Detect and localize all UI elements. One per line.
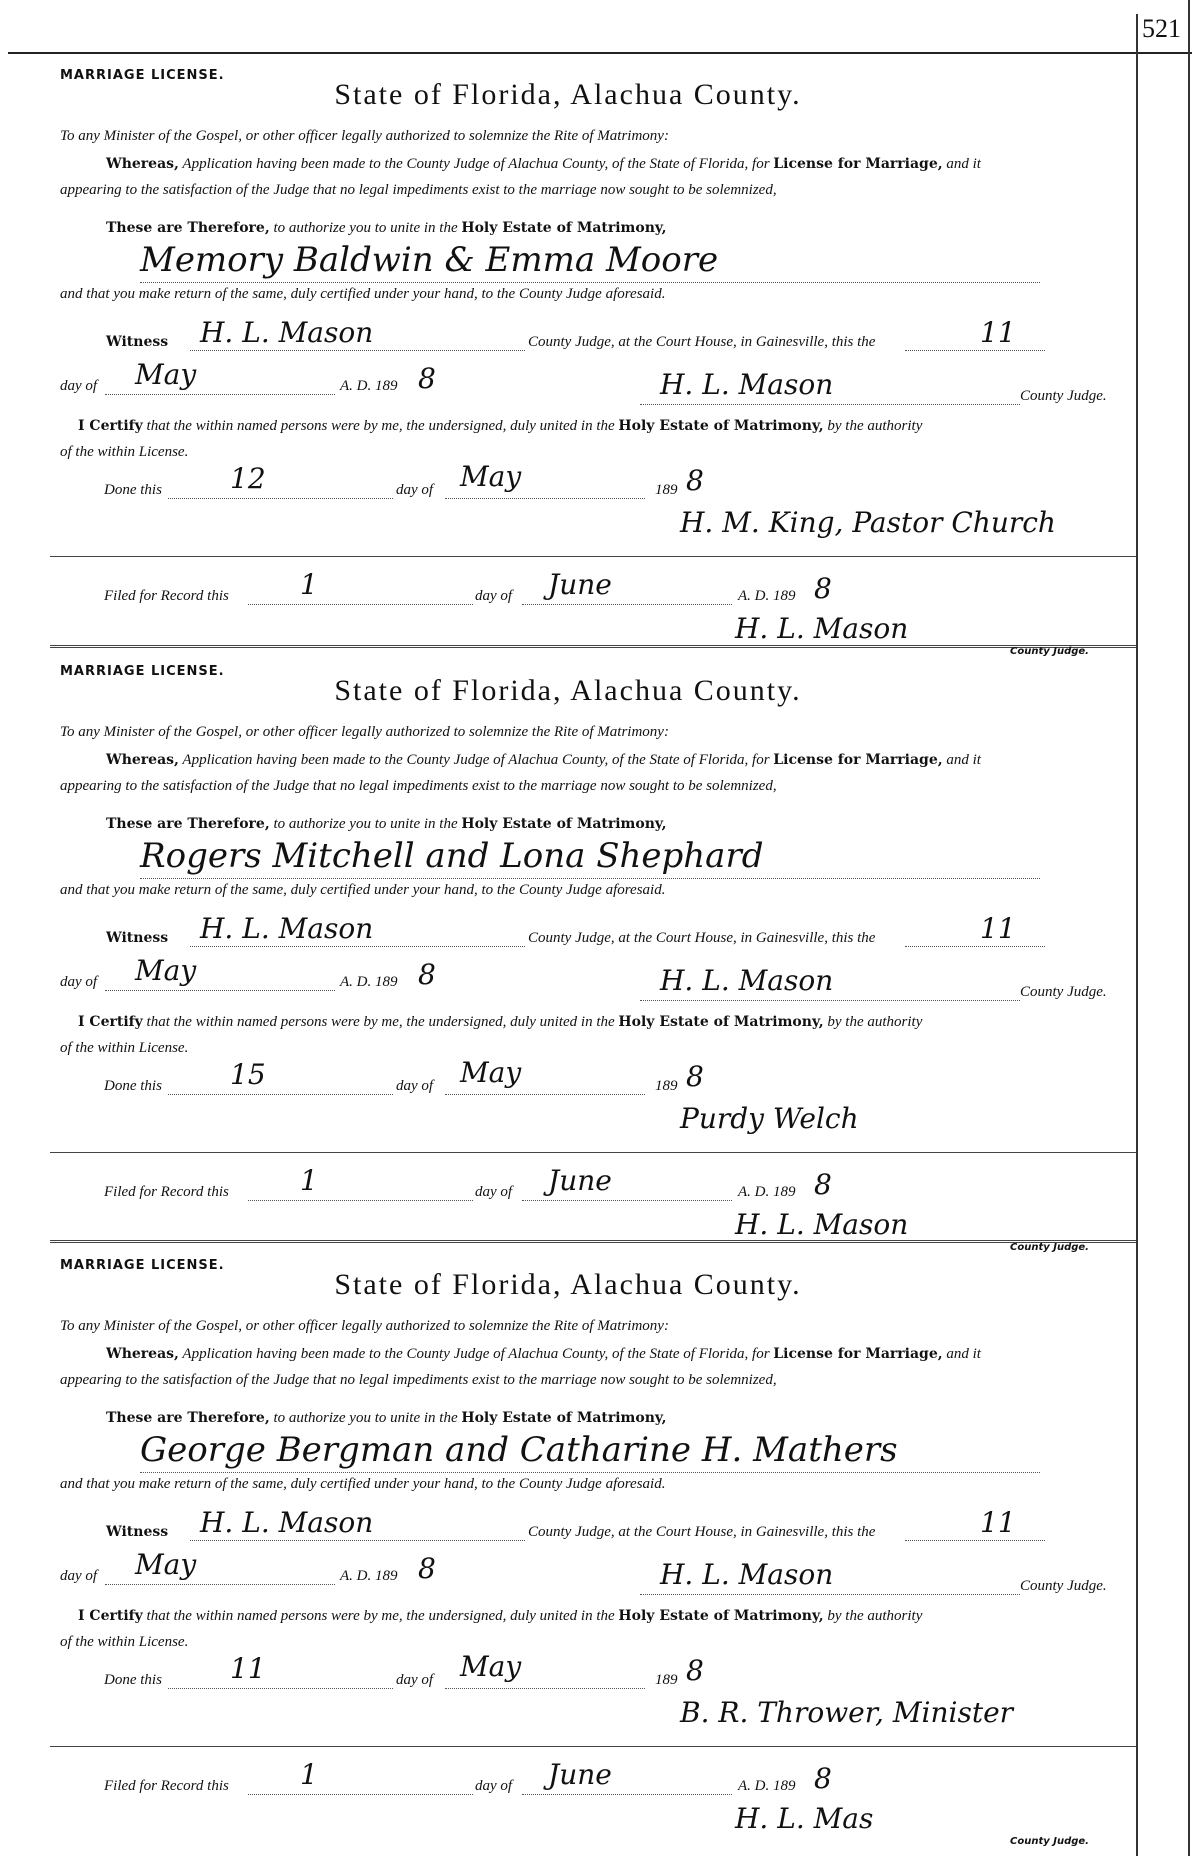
done-this-label: Done this	[104, 482, 162, 498]
certify-text: that the within named persons were by me, the undersigned, duly united in the	[146, 418, 615, 434]
filed-signature: H. L. Mason	[735, 1208, 909, 1241]
filed-day: 1	[300, 1758, 318, 1791]
filed-label: Filed for Record this	[104, 588, 229, 604]
filed-label: Filed for Record this	[104, 1778, 229, 1794]
whereas-line	[106, 156, 981, 173]
filing-rule	[50, 556, 1136, 557]
done-month-line	[445, 1688, 645, 1689]
issued-month-line	[105, 990, 335, 991]
county-judge-label: County Judge.	[1020, 1578, 1107, 1594]
issued-month: May	[135, 954, 197, 987]
license-separator	[50, 1240, 1136, 1243]
couple-names: Rogers Mitchell and Lona Shephard	[140, 836, 764, 876]
these-are-therefore: These are Therefore,	[106, 220, 270, 236]
filed-year-digit: 8	[814, 572, 832, 605]
done-day-line	[168, 498, 393, 499]
license-heading: MARRIAGE LICENSE.	[60, 1258, 225, 1273]
top-rule	[8, 52, 1192, 54]
filed-month: June	[548, 1164, 612, 1197]
whereas-text: Application having been made to the County Judge of Alachua County, of the State of Florida, for	[182, 156, 770, 172]
right-margin-rule	[1136, 14, 1138, 1856]
names-line	[140, 282, 1040, 283]
holy-estate-2: Holy Estate of Matrimony,	[618, 1014, 824, 1030]
done-month: May	[460, 460, 522, 493]
holy-estate: Holy Estate of Matrimony,	[461, 816, 667, 832]
done-month-line	[445, 498, 645, 499]
done-year-digit: 8	[686, 464, 704, 497]
license-title: State of Florida, Alachua County.	[334, 1268, 802, 1301]
officiant-signature: H. M. King, Pastor Church	[680, 506, 1056, 539]
filed-year: A. D. 189	[738, 1184, 796, 1200]
filed-signature: H. L. Mason	[735, 612, 909, 645]
page-number: 521	[1142, 14, 1181, 43]
appearing-line: appearing to the satisfaction of the Judge that no legal impediments exist to the marriage now sought to be solemnized,	[60, 182, 777, 198]
county-judge-small: County Judge.	[1010, 1242, 1089, 1253]
holy-estate-2: Holy Estate of Matrimony,	[618, 1608, 824, 1624]
issued-day: 11	[980, 1506, 1016, 1539]
done-this-label: Done this	[104, 1078, 162, 1094]
done-day-of: day of	[396, 1672, 434, 1688]
these-are-therefore: These are Therefore,	[106, 1410, 270, 1426]
filed-day-line	[248, 1794, 473, 1795]
issued-month-line	[105, 1584, 335, 1585]
issued-month: May	[135, 358, 197, 391]
license-for-marriage: License for Marriage,	[773, 1346, 943, 1362]
issued-day-line	[905, 1540, 1045, 1541]
issued-day: 11	[980, 316, 1016, 349]
filed-day-line	[248, 604, 473, 605]
whereas-line	[106, 1346, 981, 1363]
witness-label: Witness	[106, 1524, 169, 1540]
return-line: and that you make return of the same, duly certified under your hand, to the County Judge aforesaid.	[60, 1476, 666, 1492]
outer-margin-rule	[1188, 0, 1190, 1856]
county-judge-small: County Judge.	[1010, 646, 1089, 657]
witness-line	[190, 350, 525, 351]
certify-line	[78, 1014, 922, 1031]
whereas-line	[106, 752, 981, 769]
day-of-label: day of	[60, 974, 98, 990]
issued-year-digit: 8	[418, 1552, 436, 1585]
couple-names: Memory Baldwin & Emma Moore	[140, 240, 719, 280]
done-year: 189	[655, 482, 678, 498]
holy-estate: Holy Estate of Matrimony,	[461, 220, 667, 236]
ad-label: A. D. 189	[340, 974, 398, 990]
filed-day: 1	[300, 1164, 318, 1197]
holy-estate-2: Holy Estate of Matrimony,	[618, 418, 824, 434]
witness-line	[190, 946, 525, 947]
officiant-signature: Purdy Welch	[680, 1102, 859, 1135]
salutation: To any Minister of the Gospel, or other officer legally authorized to solemnize the Rite of Matrimony:	[60, 1318, 669, 1334]
done-day: 12	[230, 462, 266, 495]
certify-line	[78, 418, 922, 435]
court-text: County Judge, at the Court House, in Gainesville, this the	[528, 930, 876, 946]
couple-names: George Bergman and Catharine H. Mathers	[140, 1430, 898, 1470]
filed-month-line	[522, 604, 732, 605]
filed-day-of: day of	[475, 1778, 513, 1794]
judge-signature: H. L. Mason	[660, 964, 834, 997]
witness-line	[190, 1540, 525, 1541]
whereas-word: Whereas,	[106, 752, 179, 768]
license-title: State of Florida, Alachua County.	[334, 674, 802, 707]
whereas-word: Whereas,	[106, 156, 179, 172]
done-day-line	[168, 1688, 393, 1689]
filed-label: Filed for Record this	[104, 1184, 229, 1200]
license-separator	[50, 645, 1136, 648]
filed-day-of: day of	[475, 1184, 513, 1200]
filed-day-of: day of	[475, 588, 513, 604]
issued-year-digit: 8	[418, 958, 436, 991]
authorize-line	[106, 816, 667, 833]
witness-signature: H. L. Mason	[200, 912, 374, 945]
issued-month: May	[135, 1548, 197, 1581]
authorize-text: to authorize you to unite in the	[273, 220, 458, 236]
i-certify: I Certify	[78, 1608, 143, 1624]
within-license: of the within License.	[60, 1634, 189, 1650]
done-year: 189	[655, 1078, 678, 1094]
officiant-signature: B. R. Thrower, Minister	[680, 1696, 1014, 1729]
salutation: To any Minister of the Gospel, or other officer legally authorized to solemnize the Rite of Matrimony:	[60, 128, 669, 144]
by-authority: by the authority	[827, 1014, 923, 1030]
witness-signature: H. L. Mason	[200, 316, 374, 349]
issued-day: 11	[980, 912, 1016, 945]
done-day: 11	[230, 1652, 266, 1685]
appearing-line: appearing to the satisfaction of the Judge that no legal impediments exist to the marriage now sought to be solemnized,	[60, 778, 777, 794]
license-heading: MARRIAGE LICENSE.	[60, 664, 225, 679]
court-text: County Judge, at the Court House, in Gainesville, this the	[528, 1524, 876, 1540]
these-are-therefore: These are Therefore,	[106, 816, 270, 832]
salutation: To any Minister of the Gospel, or other officer legally authorized to solemnize the Rite of Matrimony:	[60, 724, 669, 740]
within-license: of the within License.	[60, 1040, 189, 1056]
filed-month-line	[522, 1200, 732, 1201]
license-heading: MARRIAGE LICENSE.	[60, 68, 225, 83]
filed-signature: H. L. Mas	[735, 1802, 874, 1835]
names-line	[140, 1472, 1040, 1473]
judge-signature: H. L. Mason	[660, 1558, 834, 1591]
whereas-word: Whereas,	[106, 1346, 179, 1362]
return-line: and that you make return of the same, duly certified under your hand, to the County Judge aforesaid.	[60, 286, 666, 302]
done-month: May	[460, 1650, 522, 1683]
filed-day: 1	[300, 568, 318, 601]
issued-day-line	[905, 350, 1045, 351]
county-judge-small: County Judge.	[1010, 1836, 1089, 1847]
authorize-line	[106, 220, 667, 237]
license-for-marriage: License for Marriage,	[773, 156, 943, 172]
judge-line	[640, 1594, 1020, 1595]
done-year-digit: 8	[686, 1060, 704, 1093]
and-it: and it	[946, 752, 981, 768]
filing-rule	[50, 1746, 1136, 1747]
done-year-digit: 8	[686, 1654, 704, 1687]
return-line: and that you make return of the same, duly certified under your hand, to the County Judge aforesaid.	[60, 882, 666, 898]
license-title: State of Florida, Alachua County.	[334, 78, 802, 111]
by-authority: by the authority	[827, 418, 923, 434]
and-it: and it	[946, 156, 981, 172]
filing-rule	[50, 1152, 1136, 1153]
i-certify: I Certify	[78, 1014, 143, 1030]
authorize-text: to authorize you to unite in the	[273, 1410, 458, 1426]
day-of-label: day of	[60, 378, 98, 394]
done-year: 189	[655, 1672, 678, 1688]
filed-year-digit: 8	[814, 1762, 832, 1795]
done-day-line	[168, 1094, 393, 1095]
ad-label: A. D. 189	[340, 1568, 398, 1584]
judge-line	[640, 1000, 1020, 1001]
holy-estate: Holy Estate of Matrimony,	[461, 1410, 667, 1426]
filed-year-digit: 8	[814, 1168, 832, 1201]
judge-signature: H. L. Mason	[660, 368, 834, 401]
judge-line	[640, 404, 1020, 405]
within-license: of the within License.	[60, 444, 189, 460]
ad-label: A. D. 189	[340, 378, 398, 394]
day-of-label: day of	[60, 1568, 98, 1584]
appearing-line: appearing to the satisfaction of the Judge that no legal impediments exist to the marriage now sought to be solemnized,	[60, 1372, 777, 1388]
filed-day-line	[248, 1200, 473, 1201]
issued-day-line	[905, 946, 1045, 947]
done-month-line	[445, 1094, 645, 1095]
filed-year: A. D. 189	[738, 588, 796, 604]
court-text: County Judge, at the Court House, in Gainesville, this the	[528, 334, 876, 350]
certify-text: that the within named persons were by me, the undersigned, duly united in the	[146, 1014, 615, 1030]
done-this-label: Done this	[104, 1672, 162, 1688]
issued-month-line	[105, 394, 335, 395]
certify-line	[78, 1608, 922, 1625]
county-judge-label: County Judge.	[1020, 388, 1107, 404]
done-month: May	[460, 1056, 522, 1089]
authorize-text: to authorize you to unite in the	[273, 816, 458, 832]
authorize-line	[106, 1410, 667, 1427]
done-day-of: day of	[396, 1078, 434, 1094]
license-for-marriage: License for Marriage,	[773, 752, 943, 768]
done-day-of: day of	[396, 482, 434, 498]
filed-month-line	[522, 1794, 732, 1795]
whereas-text: Application having been made to the County Judge of Alachua County, of the State of Florida, for	[182, 1346, 770, 1362]
filed-month: June	[548, 568, 612, 601]
filed-year: A. D. 189	[738, 1778, 796, 1794]
done-day: 15	[230, 1058, 266, 1091]
filed-month: June	[548, 1758, 612, 1791]
i-certify: I Certify	[78, 418, 143, 434]
certify-text: that the within named persons were by me, the undersigned, duly united in the	[146, 1608, 615, 1624]
names-line	[140, 878, 1040, 879]
issued-year-digit: 8	[418, 362, 436, 395]
witness-label: Witness	[106, 930, 169, 946]
by-authority: by the authority	[827, 1608, 923, 1624]
witness-label: Witness	[106, 334, 169, 350]
whereas-text: Application having been made to the County Judge of Alachua County, of the State of Florida, for	[182, 752, 770, 768]
witness-signature: H. L. Mason	[200, 1506, 374, 1539]
county-judge-label: County Judge.	[1020, 984, 1107, 1000]
and-it: and it	[946, 1346, 981, 1362]
